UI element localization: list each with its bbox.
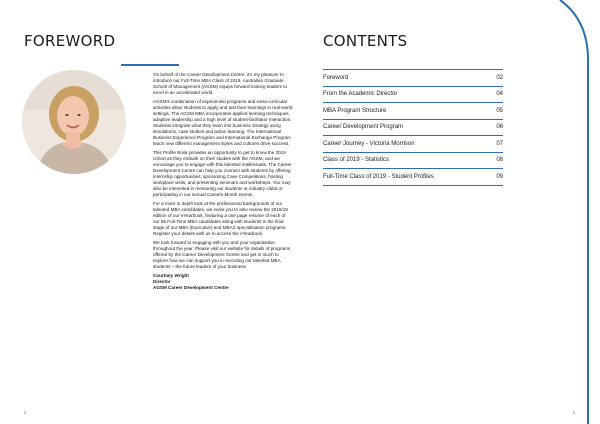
- accent-rule: [121, 64, 179, 66]
- portrait-illustration: [22, 70, 126, 174]
- page-number-right: 3: [573, 411, 575, 415]
- toc-item-program-structure[interactable]: [323, 103, 503, 120]
- foreword-paragraph: This Profile Book provides an opportunity to get to know the 2019 cohort as they embark on their studies with the AGSM, and we encourage you to engage with this talented intellectuals. The Career Development Centre can help you connect with students by offering internship opportunities, sponsoring Case Competitions, hosting workplace visits, and presenting seminars and workshops. You may also be interested in mentoring our students or industry clubs or participating in our annual Careers Month events.: [153, 150, 292, 197]
- toc-item-statistics[interactable]: [323, 153, 503, 170]
- toc-item-foreword[interactable]: [323, 69, 503, 87]
- foreword-heading: FOREWORD: [24, 32, 116, 51]
- toc-item-page: 09: [496, 173, 503, 180]
- director-portrait-photo: [22, 70, 126, 174]
- table-of-contents: [323, 69, 503, 186]
- toc-item-label: MBA Program Structure: [323, 107, 387, 114]
- toc-item-label: Career Journey - Victoria Morrison: [323, 140, 415, 147]
- toc-item-label: Class of 2019 - Statistics: [323, 157, 390, 164]
- toc-item-student-profiles[interactable]: [323, 169, 503, 186]
- toc-item-label: Foreword: [323, 74, 349, 81]
- foreword-paragraph: AGSM's combination of experiential programs and extra-curricular activities allow students to apply and test their learnings in real-world settings. The AGSM MBA incorporates applied learning techniques, adaptive leadership and a high level of student-facilitator interaction. Students integrate what they learn into business strategy using simulations, case studies and action learning. The International Business Experience Program and International Exchange Program teach new different management styles and cultures drive success.: [153, 99, 293, 146]
- toc-item-label: From the Academic Director: [323, 91, 398, 98]
- toc-item-page: 08: [496, 157, 503, 164]
- toc-item-career-program[interactable]: [323, 120, 503, 137]
- foreword-body: [153, 72, 293, 291]
- toc-item-label: Full-Time Class of 2019 - Student Profiles: [323, 173, 434, 180]
- toc-item-academic-director[interactable]: [323, 87, 503, 104]
- toc-item-label: Career Development Program: [323, 124, 404, 131]
- foreword-paragraph: We look forward to engaging with you and your organisation throughout the year. Please visit our website for details of programs offered by the Career Development Centre and get in touch to explore how we can support you in recruiting our talented MBA students – the future leaders of your business.: [153, 240, 291, 269]
- toc-item-page: 06: [496, 124, 503, 131]
- toc-item-page: 02: [496, 74, 503, 81]
- contents-heading: CONTENTS: [323, 32, 408, 51]
- foreword-paragraph: For a more in depth look at the professional backgrounds of our talented MBA candidates, we invite you to also review the 2018/19 edition of our eYearbook, featuring a one page resume of each of our 56 Full-Time MBA candidates along with students in the final stage of our MBA (Executive) and MBAX specialisation programs. Register your details with us to access the eYearbook.: [153, 201, 288, 236]
- signature-title: Director: [153, 279, 171, 284]
- foreword-paragraph: On behalf of the Career Development Centre, it's my pleasure to introduce our Full-Time MBA Class of 2019. Australian Graduate School of Management (AGSM) equips forward-looking leaders to excel in an accelerated world.: [153, 72, 288, 95]
- page-number-left: 2: [24, 411, 26, 415]
- blue-curve-decoration: [530, 0, 600, 424]
- toc-item-page: 07: [496, 140, 503, 147]
- signature-block: [153, 273, 293, 291]
- signature-name: Courtney Wright: [153, 273, 189, 278]
- toc-item-page: 05: [496, 107, 503, 114]
- toc-item-career-journey[interactable]: [323, 136, 503, 153]
- toc-item-page: 04: [496, 91, 503, 98]
- signature-org: AGSM Career Development Centre: [153, 285, 229, 290]
